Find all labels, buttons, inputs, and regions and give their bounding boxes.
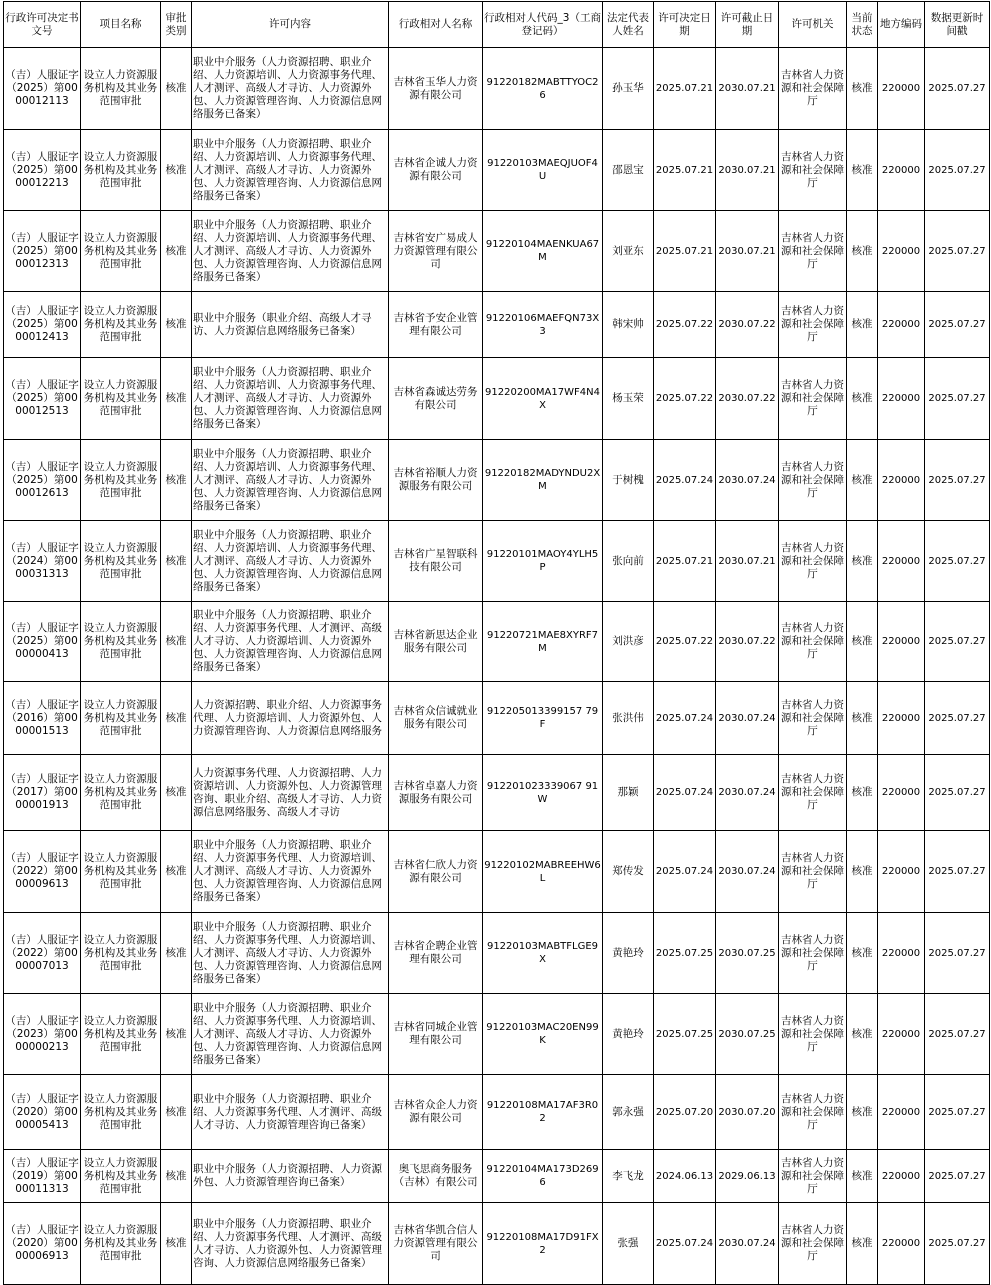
cell-status: 核准 xyxy=(847,211,878,292)
cell-updated: 2025.07.27 xyxy=(925,755,990,831)
cell-name: 吉林省玉华人力资源有限公司 xyxy=(389,48,483,130)
permit-table xyxy=(3,1,990,1285)
cell-authority: 吉林省人力资源和社会保障厅 xyxy=(779,211,847,292)
cell-authority: 吉林省人力资源和社会保障厅 xyxy=(779,521,847,602)
cell-authority: 吉林省人力资源和社会保障厅 xyxy=(779,358,847,440)
cell-start-date: 2025.07.22 xyxy=(654,292,716,358)
table-row xyxy=(4,602,990,682)
cell-name: 吉林省安广易成人力资源管理有限公司 xyxy=(389,211,483,292)
cell-name: 吉林省广星智联科技有限公司 xyxy=(389,521,483,602)
cell-content: 职业中介服务（人力资源招聘、职业介绍、人力资源事务代理、人才测评、高级人才寻访、人力资源培训、人力资源外包、人力资源管理咨询、人力资源信息网络服务已备案） xyxy=(192,602,389,682)
cell-content: 职业中介服务（人力资源招聘、人力资源外包、人力资源管理咨询已备案） xyxy=(192,1150,389,1203)
cell-status: 核准 xyxy=(847,440,878,521)
cell-category: 核准 xyxy=(161,211,192,292)
cell-end-date: 2030.07.21 xyxy=(716,521,779,602)
cell-code: 91220102MABREEHW6L xyxy=(483,831,603,913)
cell-code: 91220182MABTTYOC26 xyxy=(483,48,603,130)
cell-content: 职业中介服务（人力资源招聘、职业介绍、人力资源事务代理、人才测评、高级人才寻访、人力资源外包、人力资源管理咨询、人力资源信息网络服务已备案） xyxy=(192,1203,389,1285)
cell-updated: 2025.07.27 xyxy=(925,211,990,292)
cell-doc-no: （吉）人服证字（2025）第0000012513 xyxy=(4,358,81,440)
cell-name: 吉林省众信诚就业服务有限公司 xyxy=(389,682,483,755)
cell-name: 奥飞思商务服务（吉林）有限公司 xyxy=(389,1150,483,1203)
cell-status: 核准 xyxy=(847,831,878,913)
cell-status: 核准 xyxy=(847,292,878,358)
cell-area: 220000 xyxy=(878,602,925,682)
cell-category: 核准 xyxy=(161,682,192,755)
cell-status: 核准 xyxy=(847,521,878,602)
cell-start-date: 2025.07.22 xyxy=(654,358,716,440)
cell-start-date: 2025.07.24 xyxy=(654,755,716,831)
cell-rep: 刘洪彦 xyxy=(603,602,654,682)
cell-doc-no: （吉）人服证字（2025）第0000012313 xyxy=(4,211,81,292)
cell-status: 核准 xyxy=(847,1075,878,1150)
cell-status: 核准 xyxy=(847,48,878,130)
cell-category: 核准 xyxy=(161,755,192,831)
cell-category: 核准 xyxy=(161,48,192,130)
cell-area: 220000 xyxy=(878,292,925,358)
cell-end-date: 2030.07.21 xyxy=(716,130,779,211)
cell-end-date: 2030.07.24 xyxy=(716,755,779,831)
table-row xyxy=(4,130,990,211)
cell-authority: 吉林省人力资源和社会保障厅 xyxy=(779,292,847,358)
cell-rep: 韩宋帅 xyxy=(603,292,654,358)
cell-project: 设立人力资源服务机构及其业务范围审批 xyxy=(81,358,161,440)
cell-updated: 2025.07.27 xyxy=(925,521,990,602)
cell-category: 核准 xyxy=(161,602,192,682)
cell-start-date: 2025.07.24 xyxy=(654,682,716,755)
cell-doc-no: （吉）人服证字（2024）第0000031313 xyxy=(4,521,81,602)
cell-content: 职业中介服务（人力资源招聘、职业介绍、人力资源培训、人力资源事务代理、人才测评、高级人才寻访、人力资源外包、人力资源管理咨询、人力资源信息网络服务已备案） xyxy=(192,358,389,440)
cell-updated: 2025.07.27 xyxy=(925,1150,990,1203)
cell-rep: 邵恩宝 xyxy=(603,130,654,211)
cell-authority: 吉林省人力资源和社会保障厅 xyxy=(779,913,847,994)
cell-status: 核准 xyxy=(847,602,878,682)
cell-code: 91220200MA17WF4N4X xyxy=(483,358,603,440)
cell-area: 220000 xyxy=(878,440,925,521)
cell-content: 职业中介服务（职业介绍、高级人才寻访、人力资源信息网络服务已备案） xyxy=(192,292,389,358)
cell-project: 设立人力资源服务机构及其业务范围审批 xyxy=(81,602,161,682)
cell-status: 核准 xyxy=(847,682,878,755)
table-row xyxy=(4,755,990,831)
cell-name: 吉林省同城企业管理有限公司 xyxy=(389,994,483,1075)
cell-rep: 孙玉华 xyxy=(603,48,654,130)
cell-end-date: 2030.07.24 xyxy=(716,440,779,521)
cell-doc-no: （吉）人服证字（2017）第0000001913 xyxy=(4,755,81,831)
cell-category: 核准 xyxy=(161,1075,192,1150)
cell-area: 220000 xyxy=(878,1150,925,1203)
cell-end-date: 2030.07.21 xyxy=(716,48,779,130)
cell-content: 职业中介服务（人力资源招聘、职业介绍、人力资源事务代理、人才测评、高级人才寻访、人力资源管理咨询已备案） xyxy=(192,1075,389,1150)
cell-code: 91220104MAENKUA67M xyxy=(483,211,603,292)
cell-end-date: 2030.07.25 xyxy=(716,913,779,994)
cell-status: 核准 xyxy=(847,358,878,440)
cell-start-date: 2025.07.25 xyxy=(654,994,716,1075)
cell-authority: 吉林省人力资源和社会保障厅 xyxy=(779,831,847,913)
cell-project: 设立人力资源服务机构及其业务范围审批 xyxy=(81,48,161,130)
cell-area: 220000 xyxy=(878,48,925,130)
cell-area: 220000 xyxy=(878,913,925,994)
cell-end-date: 2030.07.24 xyxy=(716,682,779,755)
cell-category: 核准 xyxy=(161,994,192,1075)
cell-updated: 2025.07.27 xyxy=(925,913,990,994)
table-row xyxy=(4,682,990,755)
header-rep: 法定代表人姓名 xyxy=(603,2,654,48)
cell-updated: 2025.07.27 xyxy=(925,682,990,755)
cell-doc-no: （吉）人服证字（2025）第0000012413 xyxy=(4,292,81,358)
header-project: 项目名称 xyxy=(81,2,161,48)
header-area: 地方编码 xyxy=(878,2,925,48)
cell-content: 职业中介服务（人力资源招聘、职业介绍、人力资源事务代理、人力资源培训、人才测评、高级人才寻访、人力资源外包、人力资源管理咨询、人力资源信息网络服务已备案） xyxy=(192,831,389,913)
cell-doc-no: （吉）人服证字（2022）第0000009613 xyxy=(4,831,81,913)
cell-doc-no: （吉）人服证字（2025）第0000012113 xyxy=(4,48,81,130)
cell-code: 91220721MAE8XYRF7M xyxy=(483,602,603,682)
cell-end-date: 2030.07.24 xyxy=(716,1203,779,1285)
cell-updated: 2025.07.27 xyxy=(925,130,990,211)
cell-start-date: 2025.07.21 xyxy=(654,521,716,602)
cell-project: 设立人力资源服务机构及其业务范围审批 xyxy=(81,292,161,358)
cell-rep: 黄艳玲 xyxy=(603,913,654,994)
cell-rep: 杨玉荣 xyxy=(603,358,654,440)
header-updated: 数据更新时间戳 xyxy=(925,2,990,48)
cell-project: 设立人力资源服务机构及其业务范围审批 xyxy=(81,755,161,831)
cell-category: 核准 xyxy=(161,292,192,358)
cell-doc-no: （吉）人服证字（2019）第0000011313 xyxy=(4,1150,81,1203)
header-row xyxy=(4,2,990,48)
cell-rep: 李飞龙 xyxy=(603,1150,654,1203)
cell-end-date: 2030.07.24 xyxy=(716,831,779,913)
cell-updated: 2025.07.27 xyxy=(925,48,990,130)
table-row xyxy=(4,1075,990,1150)
header-end-date: 许可截止日期 xyxy=(716,2,779,48)
header-content: 许可内容 xyxy=(192,2,389,48)
cell-end-date: 2030.07.22 xyxy=(716,602,779,682)
cell-category: 核准 xyxy=(161,1150,192,1203)
cell-code: 91220103MAEQJUOF4U xyxy=(483,130,603,211)
header-category: 审批类别 xyxy=(161,2,192,48)
cell-doc-no: （吉）人服证字（2020）第0000006913 xyxy=(4,1203,81,1285)
cell-start-date: 2025.07.22 xyxy=(654,602,716,682)
cell-start-date: 2025.07.24 xyxy=(654,831,716,913)
cell-project: 设立人力资源服务机构及其业务范围审批 xyxy=(81,682,161,755)
cell-area: 220000 xyxy=(878,994,925,1075)
cell-rep: 张强 xyxy=(603,1203,654,1285)
cell-updated: 2025.07.27 xyxy=(925,994,990,1075)
cell-status: 核准 xyxy=(847,1150,878,1203)
table-row xyxy=(4,211,990,292)
cell-start-date: 2025.07.20 xyxy=(654,1075,716,1150)
cell-authority: 吉林省人力资源和社会保障厅 xyxy=(779,440,847,521)
table-row xyxy=(4,358,990,440)
cell-content: 人力资源事务代理、人力资源招聘、人力资源培训、人力资源外包、人力资源管理咨询、职业介绍、高级人才寻访、人力资源信息网络服务、高级人才寻访 xyxy=(192,755,389,831)
cell-name: 吉林省企聘企业管理有限公司 xyxy=(389,913,483,994)
cell-authority: 吉林省人力资源和社会保障厅 xyxy=(779,1075,847,1150)
cell-start-date: 2025.07.25 xyxy=(654,913,716,994)
table-row xyxy=(4,1150,990,1203)
cell-status: 核准 xyxy=(847,1203,878,1285)
cell-project: 设立人力资源服务机构及其业务范围审批 xyxy=(81,440,161,521)
cell-project: 设立人力资源服务机构及其业务范围审批 xyxy=(81,913,161,994)
cell-code: 91220103MABTFLGE9X xyxy=(483,913,603,994)
cell-start-date: 2025.07.24 xyxy=(654,1203,716,1285)
cell-rep: 张向前 xyxy=(603,521,654,602)
cell-code: 91220104MA173D2696 xyxy=(483,1150,603,1203)
cell-project: 设立人力资源服务机构及其业务范围审批 xyxy=(81,1150,161,1203)
cell-status: 核准 xyxy=(847,130,878,211)
cell-name: 吉林省新思达企业服务有限公司 xyxy=(389,602,483,682)
cell-doc-no: （吉）人服证字（2020）第0000005413 xyxy=(4,1075,81,1150)
cell-category: 核准 xyxy=(161,831,192,913)
cell-updated: 2025.07.27 xyxy=(925,602,990,682)
cell-updated: 2025.07.27 xyxy=(925,831,990,913)
cell-content: 职业中介服务（人力资源招聘、职业介绍、人力资源培训、人力资源事务代理、人才测评、高级人才寻访、人力资源外包、人力资源管理咨询、人力资源信息网络服务已备案） xyxy=(192,521,389,602)
cell-updated: 2025.07.27 xyxy=(925,292,990,358)
cell-doc-no: （吉）人服证字（2016）第0000001513 xyxy=(4,682,81,755)
cell-name: 吉林省卓嘉人力资源服务有限公司 xyxy=(389,755,483,831)
cell-code: 91220108MA17D91FX2 xyxy=(483,1203,603,1285)
cell-name: 吉林省仁欣人力资源有限公司 xyxy=(389,831,483,913)
cell-doc-no: （吉）人服证字（2022）第0000007013 xyxy=(4,913,81,994)
cell-start-date: 2025.07.24 xyxy=(654,440,716,521)
cell-area: 220000 xyxy=(878,755,925,831)
cell-area: 220000 xyxy=(878,1075,925,1150)
cell-end-date: 2030.07.20 xyxy=(716,1075,779,1150)
cell-content: 职业中介服务（人力资源招聘、职业介绍、人力资源培训、人力资源事务代理、人才测评、高级人才寻访、人力资源外包、人力资源管理咨询、人力资源信息网络服务已备案） xyxy=(192,48,389,130)
table-body xyxy=(4,48,990,1285)
cell-name: 吉林省华凯合信人力资源管理有限公司 xyxy=(389,1203,483,1285)
cell-project: 设立人力资源服务机构及其业务范围审批 xyxy=(81,994,161,1075)
cell-content: 职业中介服务（人力资源招聘、职业介绍、人力资源培训、人力资源事务代理、人才测评、高级人才寻访、人力资源外包、人力资源管理咨询、人力资源信息网络服务已备案） xyxy=(192,440,389,521)
cell-authority: 吉林省人力资源和社会保障厅 xyxy=(779,130,847,211)
cell-doc-no: （吉）人服证字（2025）第0000012613 xyxy=(4,440,81,521)
cell-project: 设立人力资源服务机构及其业务范围审批 xyxy=(81,211,161,292)
cell-start-date: 2025.07.21 xyxy=(654,48,716,130)
cell-area: 220000 xyxy=(878,521,925,602)
table-row xyxy=(4,521,990,602)
cell-rep: 郭永强 xyxy=(603,1075,654,1150)
header-start-date: 许可决定日期 xyxy=(654,2,716,48)
cell-code: 91220101MAOY4YLH5P xyxy=(483,521,603,602)
cell-authority: 吉林省人力资源和社会保障厅 xyxy=(779,1203,847,1285)
cell-authority: 吉林省人力资源和社会保障厅 xyxy=(779,994,847,1075)
table-row xyxy=(4,1203,990,1285)
cell-project: 设立人力资源服务机构及其业务范围审批 xyxy=(81,1203,161,1285)
cell-updated: 2025.07.27 xyxy=(925,1203,990,1285)
table-row xyxy=(4,913,990,994)
cell-code: 912205013399157 79F xyxy=(483,682,603,755)
cell-start-date: 2025.07.21 xyxy=(654,211,716,292)
cell-category: 核准 xyxy=(161,440,192,521)
cell-start-date: 2024.06.13 xyxy=(654,1150,716,1203)
header-doc-no: 行政许可决定书文号 xyxy=(4,2,81,48)
header-code: 行政相对人代码_3（工商登记码） xyxy=(483,2,603,48)
cell-area: 220000 xyxy=(878,1203,925,1285)
cell-updated: 2025.07.27 xyxy=(925,1075,990,1150)
table-row xyxy=(4,994,990,1075)
cell-category: 核准 xyxy=(161,521,192,602)
cell-content: 职业中介服务（人力资源招聘、职业介绍、人力资源培训、人力资源事务代理、人才测评、高级人才寻访、人力资源外包、人力资源管理咨询、人力资源信息网络服务已备案） xyxy=(192,211,389,292)
table-row xyxy=(4,831,990,913)
table-row xyxy=(4,292,990,358)
cell-doc-no: （吉）人服证字（2023）第0000000213 xyxy=(4,994,81,1075)
cell-category: 核准 xyxy=(161,1203,192,1285)
cell-rep: 那颖 xyxy=(603,755,654,831)
cell-project: 设立人力资源服务机构及其业务范围审批 xyxy=(81,1075,161,1150)
header-authority: 许可机关 xyxy=(779,2,847,48)
cell-start-date: 2025.07.21 xyxy=(654,130,716,211)
cell-authority: 吉林省人力资源和社会保障厅 xyxy=(779,602,847,682)
cell-name: 吉林省森诚达劳务有限公司 xyxy=(389,358,483,440)
cell-code: 91220108MA17AF3R02 xyxy=(483,1075,603,1150)
cell-end-date: 2030.07.25 xyxy=(716,994,779,1075)
cell-content: 职业中介服务（人力资源招聘、职业介绍、人力资源事务代理、人力资源培训、人才测评、高级人才寻访、人力资源外包、人力资源管理咨询、人力资源信息网络服务已备案） xyxy=(192,913,389,994)
cell-end-date: 2029.06.13 xyxy=(716,1150,779,1203)
cell-project: 设立人力资源服务机构及其业务范围审批 xyxy=(81,130,161,211)
cell-category: 核准 xyxy=(161,130,192,211)
cell-code: 912201023339067 91W xyxy=(483,755,603,831)
cell-authority: 吉林省人力资源和社会保障厅 xyxy=(779,1150,847,1203)
cell-rep: 张洪伟 xyxy=(603,682,654,755)
cell-code: 91220182MADYNDU2XM xyxy=(483,440,603,521)
cell-status: 核准 xyxy=(847,994,878,1075)
cell-updated: 2025.07.27 xyxy=(925,358,990,440)
cell-code: 91220106MAEFQN73X3 xyxy=(483,292,603,358)
cell-name: 吉林省裕顺人力资源服务有限公司 xyxy=(389,440,483,521)
cell-authority: 吉林省人力资源和社会保障厅 xyxy=(779,755,847,831)
cell-name: 吉林省予安企业管理有限公司 xyxy=(389,292,483,358)
cell-status: 核准 xyxy=(847,913,878,994)
cell-end-date: 2030.07.22 xyxy=(716,358,779,440)
cell-rep: 黄艳玲 xyxy=(603,994,654,1075)
cell-rep: 于树槐 xyxy=(603,440,654,521)
cell-end-date: 2030.07.21 xyxy=(716,211,779,292)
cell-name: 吉林省众企人力资源有限公司 xyxy=(389,1075,483,1150)
cell-end-date: 2030.07.22 xyxy=(716,292,779,358)
table-row xyxy=(4,48,990,130)
cell-project: 设立人力资源服务机构及其业务范围审批 xyxy=(81,831,161,913)
cell-rep: 郑传发 xyxy=(603,831,654,913)
cell-doc-no: （吉）人服证字（2025）第0000000413 xyxy=(4,602,81,682)
cell-updated: 2025.07.27 xyxy=(925,440,990,521)
cell-project: 设立人力资源服务机构及其业务范围审批 xyxy=(81,521,161,602)
cell-area: 220000 xyxy=(878,130,925,211)
cell-rep: 刘亚东 xyxy=(603,211,654,292)
cell-area: 220000 xyxy=(878,682,925,755)
table-row xyxy=(4,440,990,521)
cell-content: 人力资源招聘、职业介绍、人力资源事务代理、人力资源培训、人力资源外包、人力资源管理咨询、人力资源信息网络服务 xyxy=(192,682,389,755)
cell-authority: 吉林省人力资源和社会保障厅 xyxy=(779,682,847,755)
cell-name: 吉林省企诚人力资源有限公司 xyxy=(389,130,483,211)
header-name: 行政相对人名称 xyxy=(389,2,483,48)
cell-status: 核准 xyxy=(847,755,878,831)
cell-area: 220000 xyxy=(878,211,925,292)
cell-content: 职业中介服务（人力资源招聘、职业介绍、人力资源培训、人力资源事务代理、人才测评、高级人才寻访、人力资源外包、人力资源管理咨询、人力资源信息网络服务已备案） xyxy=(192,130,389,211)
cell-doc-no: （吉）人服证字（2025）第0000012213 xyxy=(4,130,81,211)
header-status: 当前状态 xyxy=(847,2,878,48)
cell-area: 220000 xyxy=(878,831,925,913)
cell-category: 核准 xyxy=(161,358,192,440)
cell-code: 91220103MAC20EN99K xyxy=(483,994,603,1075)
permit-table-container xyxy=(3,1,990,1285)
cell-category: 核准 xyxy=(161,913,192,994)
cell-authority: 吉林省人力资源和社会保障厅 xyxy=(779,48,847,130)
cell-content: 职业中介服务（人力资源招聘、职业介绍、人力资源事务代理、人力资源培训、人才测评、高级人才寻访、人力资源外包、人力资源管理咨询、人力资源信息网络服务已备案） xyxy=(192,994,389,1075)
cell-area: 220000 xyxy=(878,358,925,440)
